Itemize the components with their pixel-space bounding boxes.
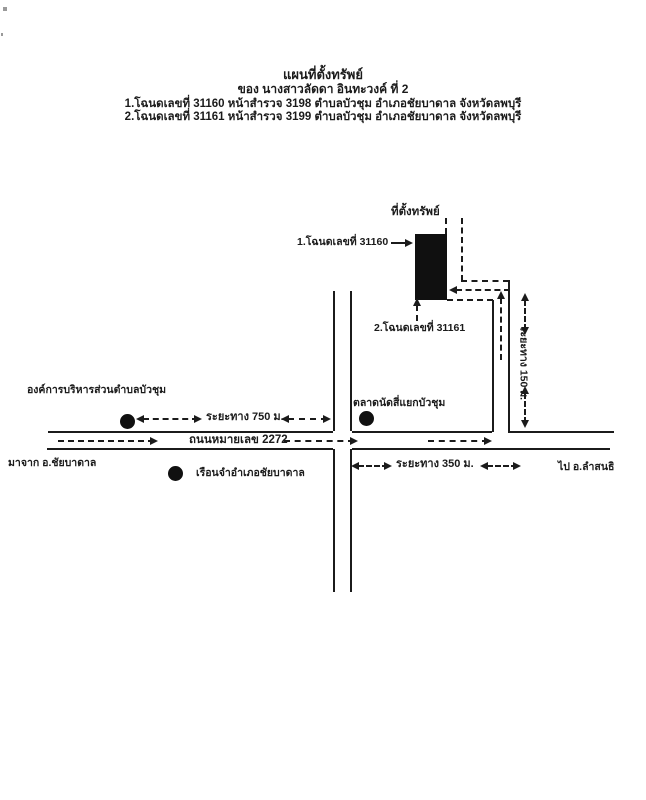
arrowhead-up-icon [521,386,529,394]
landmark-label-sao: องค์การบริหารส่วนตำบลบัวชุม [27,384,167,396]
arrowhead-up-icon [497,291,505,299]
deed1-label: 1.โฉนดเลขที่ 31160 [297,236,389,248]
landmark-dot-sao [120,414,135,429]
road-2272-label: ถนนหมายเลข 2272 [189,434,288,446]
arrowhead-left-icon [136,415,144,423]
arrowhead-left-icon [281,415,289,423]
landmark-label-market: ตลาดนัดสี่แยกบัวชุม [353,397,446,409]
arrowhead-up-icon [413,298,421,306]
page-subtitle: ของ นางสาวลัดดา อินทะวงค์ ที่ 2 [237,82,409,96]
access-lane-right-edge [508,280,510,432]
property-rect [415,234,447,300]
distance-750-arrow-right [288,418,327,420]
distance-150-label: ระยะทาง 150 ม. [517,325,530,401]
deed1-pointer-line [391,242,409,244]
scan-speck [1,33,3,36]
landmark-dot-prison [168,466,183,481]
arrowhead-left-icon [449,286,457,294]
arrowhead-right-icon [194,415,202,423]
route-arrow-east-2 [284,440,354,442]
road-2272-top-edge-east [508,431,614,433]
scan-speck [3,7,7,11]
south-road-left-edge [333,449,335,592]
route-arrow-east-1 [58,440,154,442]
dashed-lane-edge [461,218,463,281]
deed2-pointer-line [416,305,418,321]
access-lane-left-edge [492,300,494,432]
landmark-label-prison: เรือนจำอำเภอชัยบาดาล [196,467,305,479]
dashed-lane-edge [447,299,493,301]
road-2272-bottom-edge-west [47,448,333,450]
arrowhead-right-icon [384,462,392,470]
dashed-lane-edge [461,280,509,282]
arrowhead-left-icon [480,462,488,470]
deed-line-2: 2.โฉนดเลขที่ 31161 หน้าสำรวจ 3199 ตำบลบัวชุม อำเภอชัยบาดาล จังหวัดลพบุรี [124,111,522,123]
distance-350-label: ระยะทาง 350 ม. [396,458,474,470]
direction-from-west: มาจาก อ.ชัยบาดาล [8,457,97,469]
arrowhead-right-icon [405,239,413,247]
route-arrow-up-lane [500,298,502,360]
arrowhead-right-icon [350,437,358,445]
road-2272-top-edge-west [48,431,333,433]
route-arrow-east-3 [428,440,488,442]
arrowhead-right-icon [513,462,521,470]
arrowhead-down-icon [521,420,529,428]
arrowhead-left-icon [351,462,359,470]
distance-350-arrow-right [487,465,517,467]
distance-150-arrow-bottom [524,393,526,423]
road-2272-bottom-edge-east [352,448,610,450]
landmark-dot-market [359,411,374,426]
arrowhead-right-icon [323,415,331,423]
north-road-left-edge [333,291,335,431]
arrowhead-up-icon [521,293,529,301]
site-label: ที่ตั้งทรัพย์ [391,206,440,218]
arrowhead-right-icon [484,437,492,445]
distance-350-arrow-left [358,465,388,467]
deed-line-1: 1.โฉนดเลขที่ 31160 หน้าสำรวจ 3198 ตำบลบัวชุม อำเภอชัยบาดาล จังหวัดลพบุรี [124,98,522,110]
road-2272-top-edge-mid [352,431,492,433]
distance-750-arrow-left [143,418,198,420]
arrowhead-right-icon [150,437,158,445]
dashed-lane-edge [445,218,447,234]
deed2-label: 2.โฉนดเลขที่ 31161 [374,322,466,334]
north-road-right-edge [350,291,352,431]
distance-750-label: ระยะทาง 750 ม. [206,411,284,423]
direction-to-east: ไป อ.ลำสนธิ [558,461,615,473]
south-road-right-edge [350,449,352,592]
page-title: แผนที่ตั้งทรัพย์ [283,67,363,82]
